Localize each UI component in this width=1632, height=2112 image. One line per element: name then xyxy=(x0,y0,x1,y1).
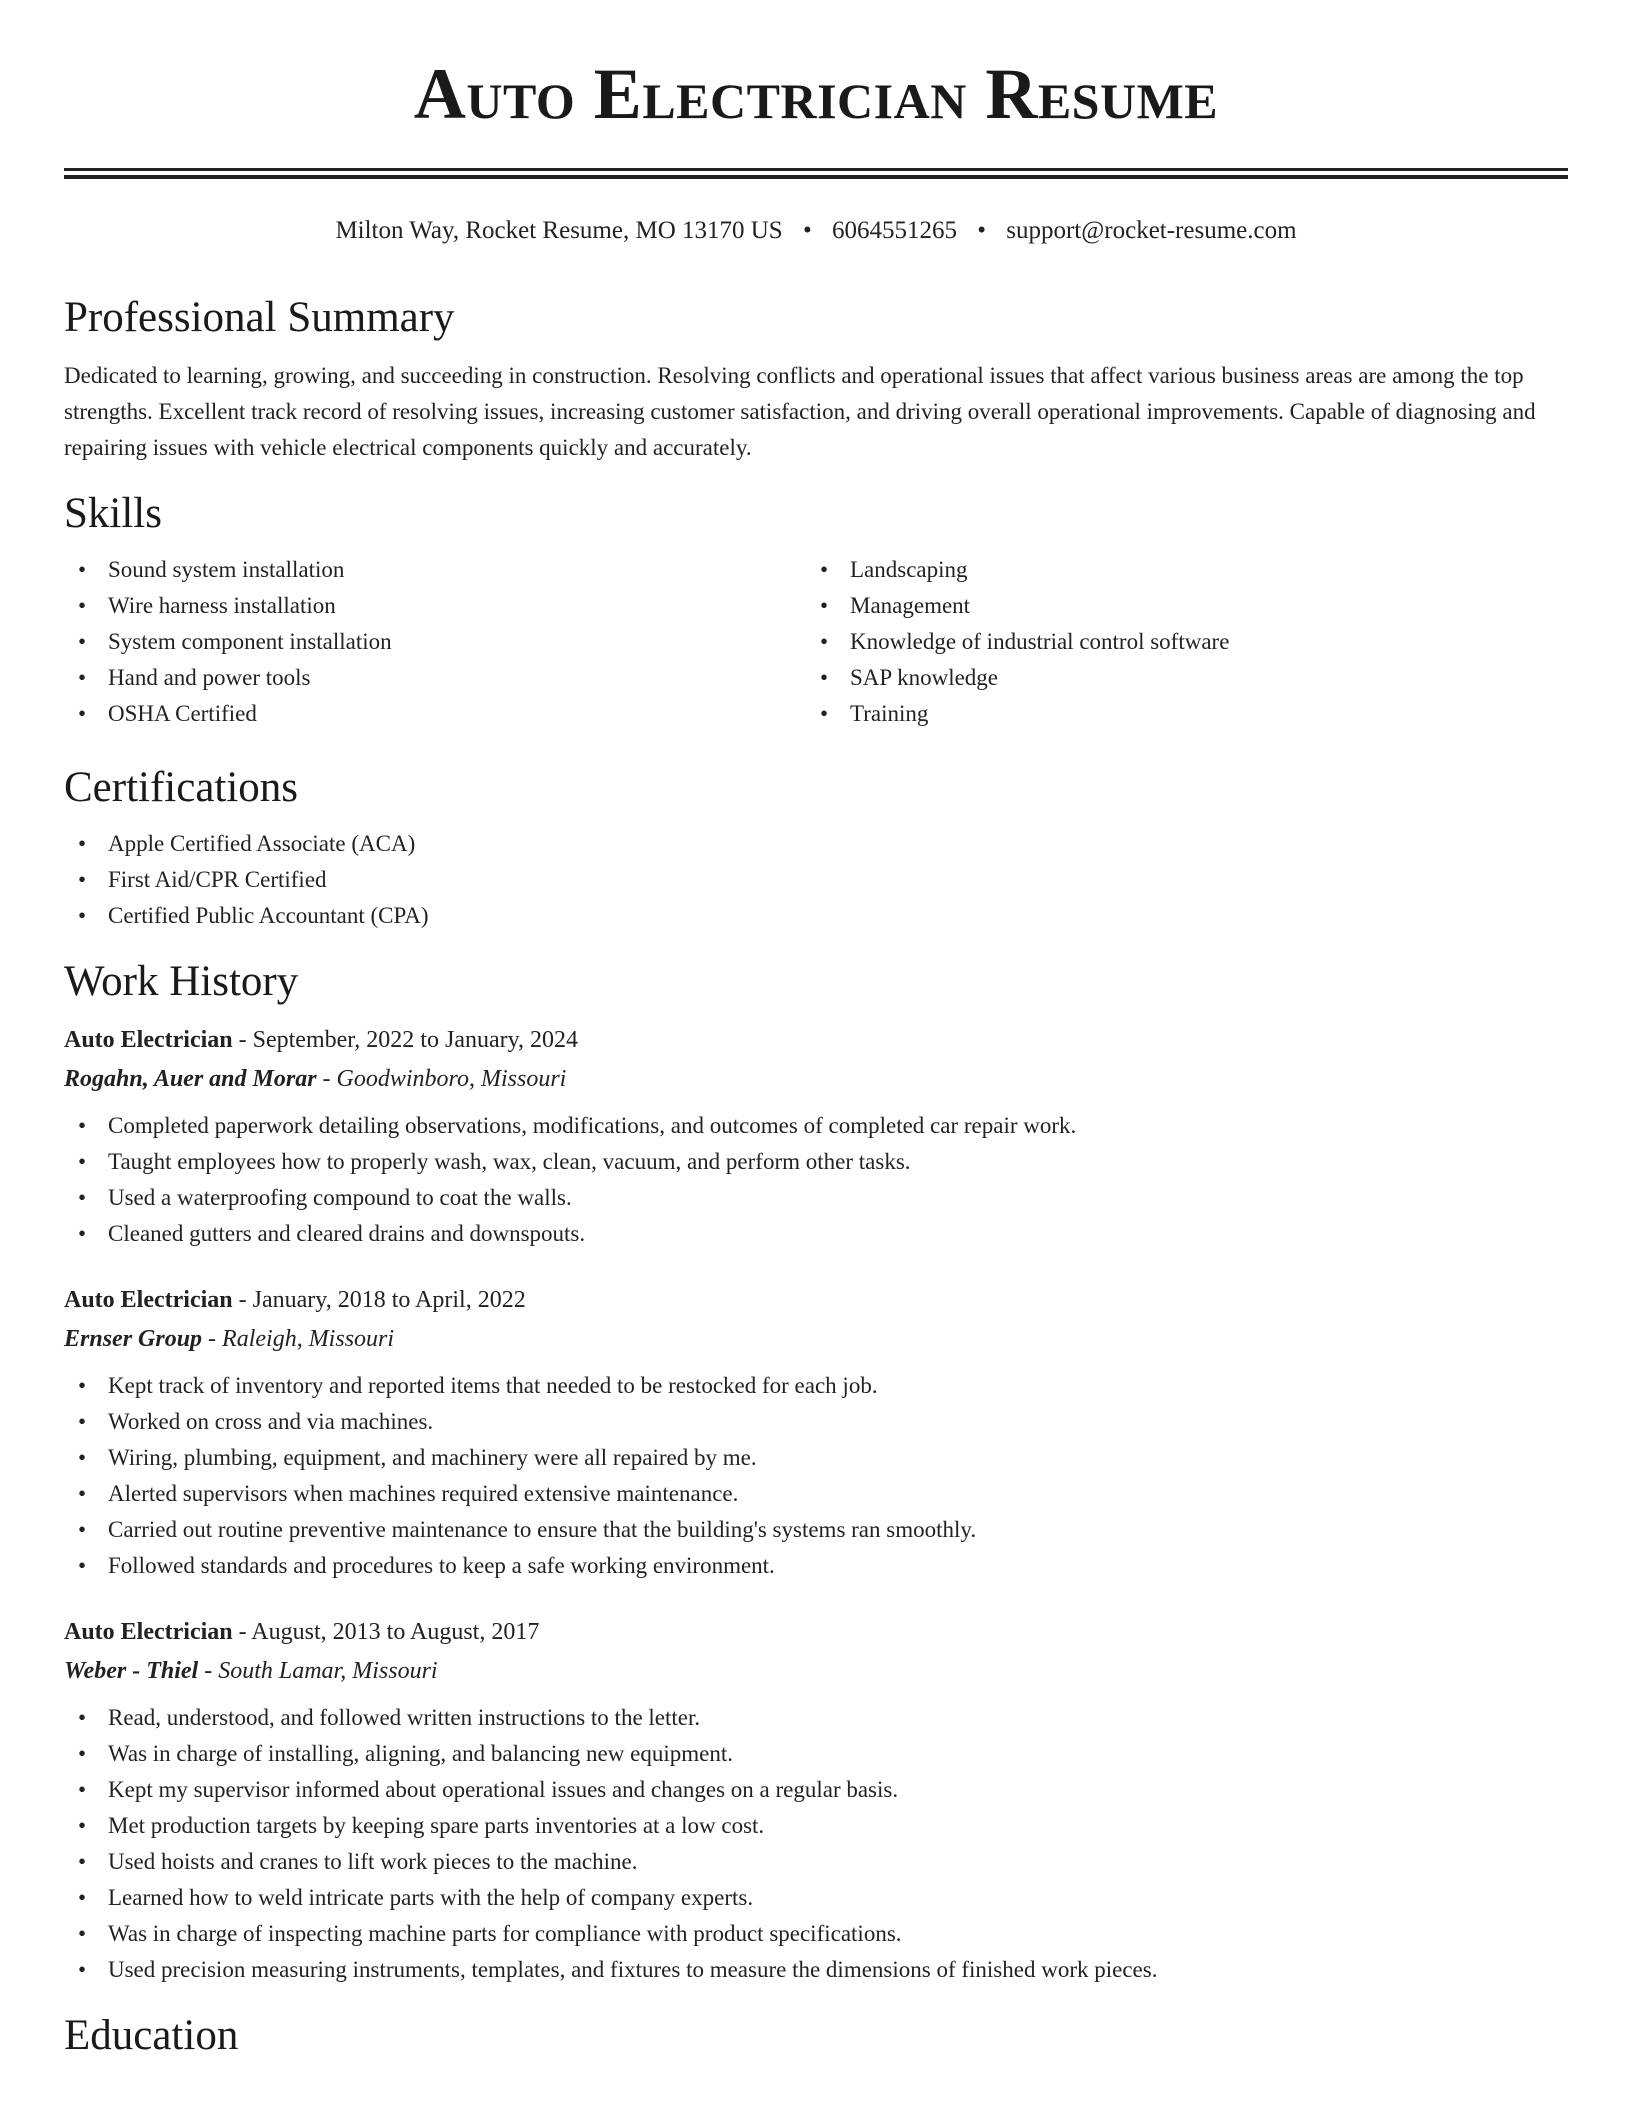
job-entry xyxy=(64,1020,1568,1252)
job-bullets xyxy=(64,1700,1568,1988)
job-title: Auto Electrician xyxy=(64,1287,233,1313)
skill-item: • Knowledge of industrial control software xyxy=(806,624,1548,660)
job-bullet: • Completed paperwork detailing observations, modifications, and outcomes of completed car repair work. xyxy=(64,1108,1568,1144)
certifications-list xyxy=(64,826,1568,934)
skill-item: • Training xyxy=(806,696,1548,732)
skill-item: • OSHA Certified xyxy=(64,696,806,732)
job-bullet: • Cleaned gutters and cleared drains and downspouts. xyxy=(64,1216,1568,1252)
skill-item: • System component installation xyxy=(64,624,806,660)
job-company: Weber - Thiel xyxy=(64,1658,199,1684)
job-bullets xyxy=(64,1368,1568,1584)
job-dates: - August, 2013 to August, 2017 xyxy=(232,1619,540,1645)
skill-item: • Wire harness installation xyxy=(64,588,806,624)
job-bullet: • Met production targets by keeping spare parts inventories at a low cost. xyxy=(64,1808,1568,1844)
job-company-line xyxy=(64,1060,1568,1098)
summary-section xyxy=(64,290,1568,466)
contact-address: Milton Way, Rocket Resume, MO 13170 US xyxy=(335,217,783,244)
skill-item: • Hand and power tools xyxy=(64,660,806,696)
job-bullet: • Used hoists and cranes to lift work pieces to the machine. xyxy=(64,1844,1568,1880)
skills-list-left xyxy=(64,552,806,732)
job-bullet: • Followed standards and procedures to keep a safe working environment. xyxy=(64,1548,1568,1584)
certifications-section xyxy=(64,760,1568,934)
job-location: - Goodwinboro, Missouri xyxy=(316,1066,567,1092)
job-bullet: • Read, understood, and followed written instructions to the letter. xyxy=(64,1700,1568,1736)
job-title: Auto Electrician xyxy=(64,1027,233,1053)
job-title-line xyxy=(64,1020,1568,1060)
education-heading: Education xyxy=(64,2012,239,2059)
work-history-heading: Work History xyxy=(64,958,299,1005)
skill-item: • Landscaping xyxy=(806,552,1548,588)
job-bullet: • Was in charge of inspecting machine parts for compliance with product specifications. xyxy=(64,1916,1568,1952)
job-bullet: • Worked on cross and via machines. xyxy=(64,1404,1568,1440)
skills-list-right xyxy=(806,552,1548,732)
contact-line xyxy=(64,214,1568,248)
job-location: - Raleigh, Missouri xyxy=(202,1326,395,1352)
job-entry xyxy=(64,1280,1568,1584)
summary-text: Dedicated to learning, growing, and succeeding in construction. Resolving conflicts and operational issues that affect various business areas are among the top strengths. Excellent track record of resolving issues, increasing customer satisfaction, and driving overall operational improvements. Capable of diagnosing and repairing issues with vehicle electrical components quickly and accurately. xyxy=(64,363,1536,460)
contact-phone: 6064551265 xyxy=(831,217,957,244)
resume-content xyxy=(64,290,1568,2064)
education-section xyxy=(64,2008,1568,2064)
skills-section xyxy=(64,486,1568,732)
job-bullet: • Kept track of inventory and reported items that needed to be restocked for each job. xyxy=(64,1368,1568,1404)
resume-title: Auto Electrician Resume xyxy=(413,54,1219,134)
skills-grid xyxy=(64,552,1568,732)
job-bullet: • Kept my supervisor informed about operational issues and changes on a regular basis. xyxy=(64,1772,1568,1808)
certification-item: • Certified Public Accountant (CPA) xyxy=(64,898,1568,934)
contact-email: support@rocket-resume.com xyxy=(1006,217,1297,244)
job-bullet: • Was in charge of installing, aligning, and balancing new equipment. xyxy=(64,1736,1568,1772)
summary-heading: Professional Summary xyxy=(64,294,455,341)
work-history-section xyxy=(64,954,1568,1988)
job-bullet: • Carried out routine preventive maintenance to ensure that the building's systems ran smoothly. xyxy=(64,1512,1568,1548)
job-dates: - January, 2018 to April, 2022 xyxy=(232,1287,526,1313)
job-dates: - September, 2022 to January, 2024 xyxy=(232,1027,579,1053)
job-bullet: • Learned how to weld intricate parts with the help of company experts. xyxy=(64,1880,1568,1916)
job-bullet: • Wiring, plumbing, equipment, and machinery were all repaired by me. xyxy=(64,1440,1568,1476)
job-bullet: • Used precision measuring instruments, templates, and fixtures to measure the dimensions of finished work pieces. xyxy=(64,1952,1568,1988)
job-bullets xyxy=(64,1108,1568,1252)
skill-item: • SAP knowledge xyxy=(806,660,1548,696)
skill-item: • Management xyxy=(806,588,1548,624)
job-title-line xyxy=(64,1612,1568,1652)
job-company: Ernser Group xyxy=(64,1326,203,1352)
job-company-line xyxy=(64,1652,1568,1690)
title-double-rule xyxy=(64,168,1568,179)
job-title-line xyxy=(64,1280,1568,1320)
job-bullet: • Taught employees how to properly wash, wax, clean, vacuum, and perform other tasks. xyxy=(64,1144,1568,1180)
skill-item: • Sound system installation xyxy=(64,552,806,588)
job-bullet: • Used a waterproofing compound to coat the walls. xyxy=(64,1180,1568,1216)
certification-item: • First Aid/CPR Certified xyxy=(64,862,1568,898)
skills-heading: Skills xyxy=(64,490,162,537)
job-title: Auto Electrician xyxy=(64,1619,233,1645)
job-bullet: • Alerted supervisors when machines required extensive maintenance. xyxy=(64,1476,1568,1512)
certifications-heading: Certifications xyxy=(64,764,299,811)
certification-item: • Apple Certified Associate (ACA) xyxy=(64,826,1568,862)
job-entry xyxy=(64,1612,1568,1988)
contact-separator: • xyxy=(977,217,986,244)
job-company-line xyxy=(64,1320,1568,1358)
contact-separator: • xyxy=(802,217,812,244)
job-company: Rogahn, Auer and Morar xyxy=(64,1066,317,1092)
job-location: - South Lamar, Missouri xyxy=(198,1658,438,1684)
